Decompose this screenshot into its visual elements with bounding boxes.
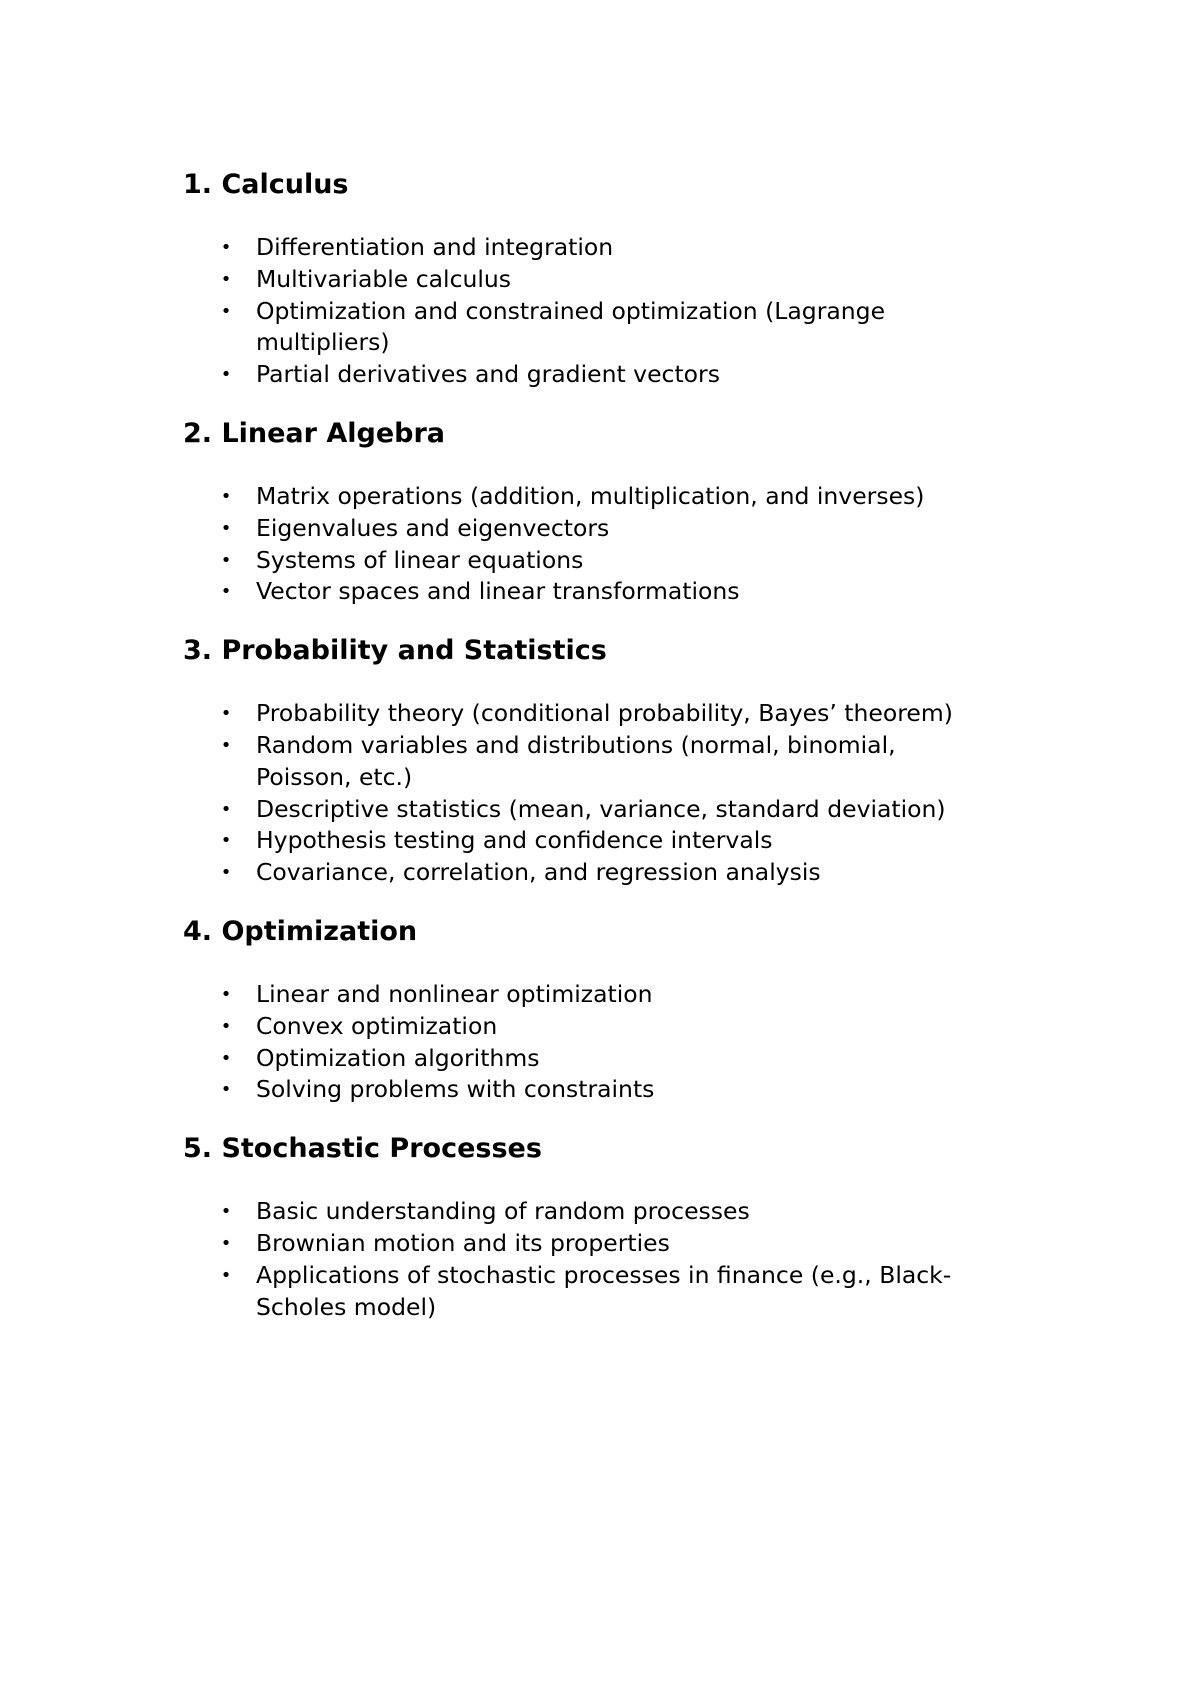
list-item	[183, 698, 996, 730]
list-item	[183, 1074, 996, 1106]
document-body	[183, 168, 1003, 1349]
list-item-text: Covariance, correlation, and regression analysis	[256, 858, 821, 887]
bullet-icon: •	[220, 734, 232, 756]
list-item	[183, 545, 996, 577]
section	[183, 634, 1003, 889]
list-item	[183, 979, 996, 1011]
list-item-text: Differentiation and integration	[256, 233, 614, 261]
list-item	[183, 1260, 996, 1324]
list-item	[183, 730, 996, 794]
bullet-icon: •	[220, 581, 232, 603]
list-item-text: Random variables and distributions (normal, binomial, Poisson, etc.)	[256, 730, 896, 791]
bullet-icon: •	[220, 862, 232, 884]
bullet-icon: •	[220, 1047, 232, 1069]
list-item-text: Descriptive statistics (mean, variance, standard deviation)	[256, 794, 946, 823]
bullet-icon: •	[220, 1015, 232, 1037]
bullet-icon: •	[220, 798, 232, 820]
list-item-text: Linear and nonlinear optimization	[256, 979, 653, 1008]
bullet-icon: •	[220, 237, 232, 258]
bullet-icon: •	[220, 517, 232, 539]
section	[183, 1132, 1003, 1323]
list-item	[183, 857, 996, 889]
section	[183, 168, 1003, 391]
list-item	[183, 576, 996, 608]
list-item-text: Vector spaces and linear transformations	[256, 577, 740, 606]
section-heading: 4. Optimization	[183, 915, 418, 947]
list-item	[183, 1011, 996, 1043]
list-item-text: Solving problems with constraints	[256, 1075, 655, 1104]
list-item-text: Eigenvalues and eigenvectors	[256, 513, 610, 542]
list-item-text: Brownian motion and its properties	[256, 1228, 670, 1257]
bullet-icon: •	[220, 703, 232, 725]
bullet-icon: •	[220, 485, 232, 507]
list-item-text: Hypothesis testing and confidence intervals	[256, 826, 773, 855]
bullet-list	[183, 232, 1003, 391]
bullet-icon: •	[220, 300, 232, 322]
list-item-text: Multivariable calculus	[256, 264, 512, 293]
list-item-text: Systems of linear equations	[256, 545, 584, 574]
bullet-icon: •	[220, 1232, 232, 1254]
bullet-icon: •	[220, 364, 232, 386]
section	[183, 417, 1003, 608]
list-item	[183, 296, 996, 360]
section-heading: 1. Calculus	[183, 169, 349, 200]
section-heading: 2. Linear Algebra	[183, 417, 446, 449]
list-item	[183, 794, 996, 826]
bullet-icon: •	[220, 1201, 232, 1223]
bullet-icon: •	[220, 983, 232, 1005]
list-item	[183, 513, 996, 545]
list-item-text: Convex optimization	[256, 1011, 498, 1040]
list-item-text: Matrix operations (addition, multiplication, and inverses)	[256, 481, 925, 510]
list-item	[183, 481, 996, 513]
list-item	[183, 1043, 996, 1075]
list-item-text: Basic understanding of random processes	[256, 1197, 750, 1226]
list-item	[183, 1228, 996, 1260]
list-item-text: Optimization algorithms	[256, 1043, 540, 1072]
list-item	[183, 232, 996, 264]
list-item	[183, 359, 996, 391]
bullet-icon: •	[220, 549, 232, 571]
bullet-icon: •	[220, 1079, 232, 1101]
bullet-list	[183, 481, 1003, 608]
section	[183, 915, 1003, 1106]
bullet-list	[183, 1196, 1003, 1323]
bullet-list	[183, 979, 1003, 1106]
list-item	[183, 264, 996, 296]
list-item-text: Probability theory (conditional probability, Bayes’ theorem)	[256, 699, 953, 728]
list-item-text: Applications of stochastic processes in finance (e.g., Black-Scholes model)	[256, 1260, 952, 1321]
section-heading: 5. Stochastic Processes	[183, 1133, 542, 1165]
list-item-text: Partial derivatives and gradient vectors	[256, 360, 720, 389]
bullet-icon: •	[220, 1264, 232, 1286]
bullet-icon: •	[220, 830, 232, 852]
bullet-list	[183, 698, 1003, 889]
section-heading: 3. Probability and Statistics	[183, 635, 607, 667]
bullet-icon: •	[220, 268, 232, 290]
list-item-text: Optimization and constrained optimization (Lagrange multipliers)	[256, 296, 886, 357]
list-item	[183, 825, 996, 857]
list-item	[183, 1196, 996, 1228]
